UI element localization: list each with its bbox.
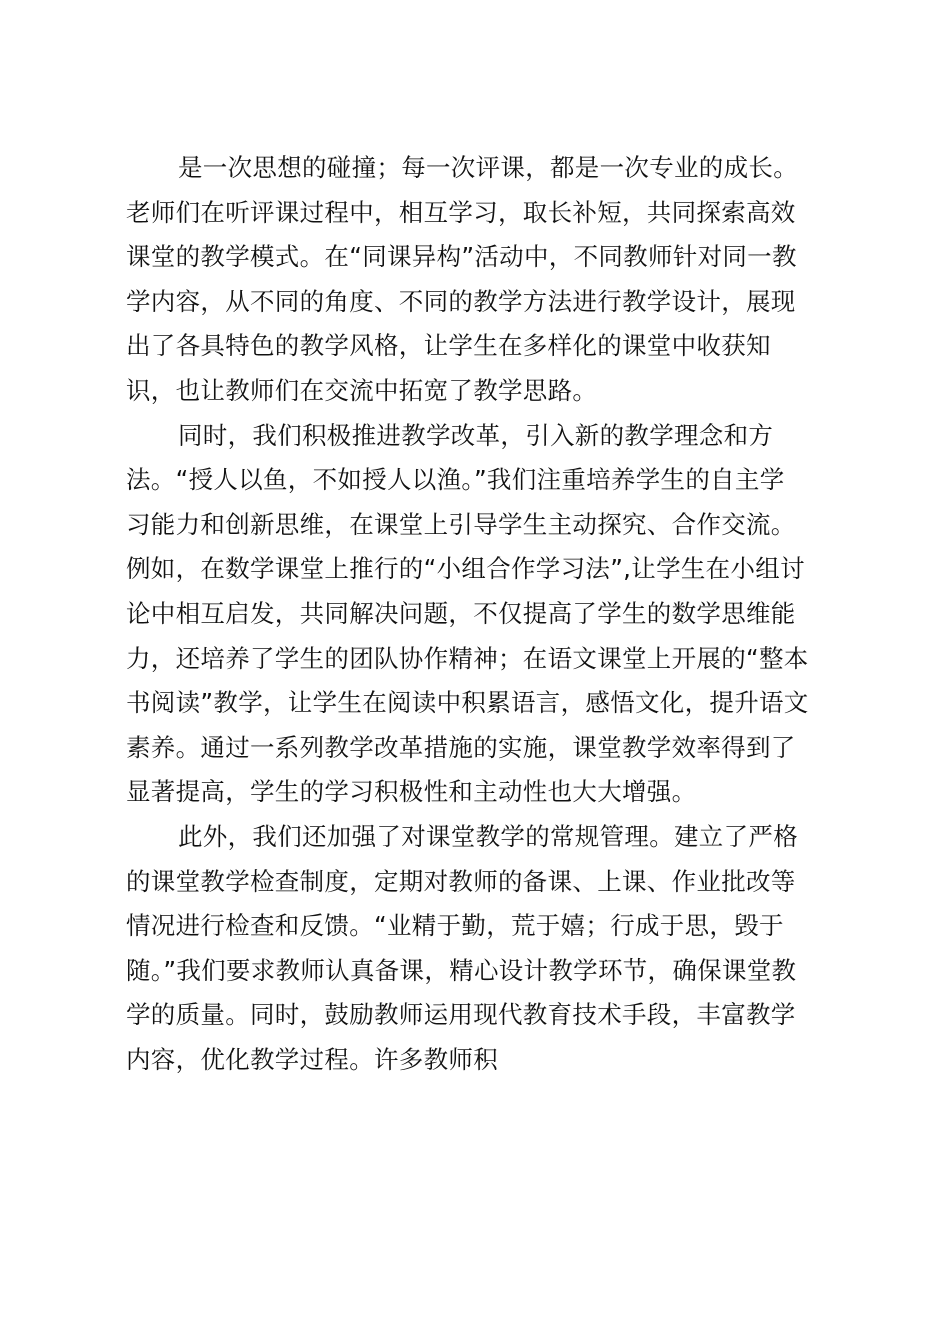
- text-line: 论中相互启发，共同解决问题，不仅提高了学生的数学思维能: [126, 598, 796, 628]
- text-line: 是一次思想的碰撞；每一次评课，都是一次专业的成长。: [178, 153, 798, 182]
- text-line: 法。“授人以鱼，不如授人以渔。”我们注重培养学生的自主学: [126, 465, 785, 495]
- text-line: 识，也让教师们在交流中拓宽了教学思路。: [126, 375, 598, 405]
- text-line: 学的质量。同时，鼓励教师运用现代教育技术手段，丰富教学: [126, 1000, 796, 1030]
- text-line: 内容，优化教学过程。许多教师积: [126, 1044, 498, 1074]
- text-line: 素养。通过一系列教学改革措施的实施，课堂教学效率得到了: [126, 732, 796, 762]
- text-line: 的课堂教学检查制度，定期对教师的备课、上课、作业批改等: [126, 866, 796, 896]
- text-line: 随。”我们要求教师认真备课，精心设计教学环节，确保课堂教: [126, 955, 797, 985]
- text-line: 书阅读”教学，让学生在阅读中积累语言，感悟文化，提升语文: [126, 688, 809, 718]
- text-line: 课堂的教学模式。在“同课异构”活动中，不同教师针对同一教: [126, 242, 797, 272]
- text-line: 力，还培养了学生的团队协作精神；在语文课堂上开展的“整本: [126, 643, 809, 673]
- text-line: 出了各具特色的教学风格，让学生在多样化的课堂中收获知: [126, 331, 771, 361]
- text-line: 显著提高，学生的学习积极性和主动性也大大增强。: [126, 777, 697, 807]
- text-line: 习能力和创新思维，在课堂上引导学生主动探究、合作交流。: [126, 509, 796, 539]
- text-line: 例如，在数学课堂上推行的“小组合作学习法”,让学生在小组讨: [126, 554, 805, 584]
- text-line: 学内容，从不同的角度、不同的教学方法进行教学设计，展现: [126, 286, 796, 316]
- text-line: 老师们在听评课过程中，相互学习，取长补短，共同探索高效: [126, 197, 796, 227]
- text-line: 情况进行检查和反馈。“业精于勤，荒于嬉；行成于思，毁于: [126, 911, 784, 941]
- body-text: [126, 146, 846, 1082]
- text-line: 同时，我们积极推进教学改革，引入新的教学理念和方: [178, 420, 774, 450]
- text-line: 此外，我们还加强了对课堂教学的常规管理。建立了严格: [178, 821, 798, 851]
